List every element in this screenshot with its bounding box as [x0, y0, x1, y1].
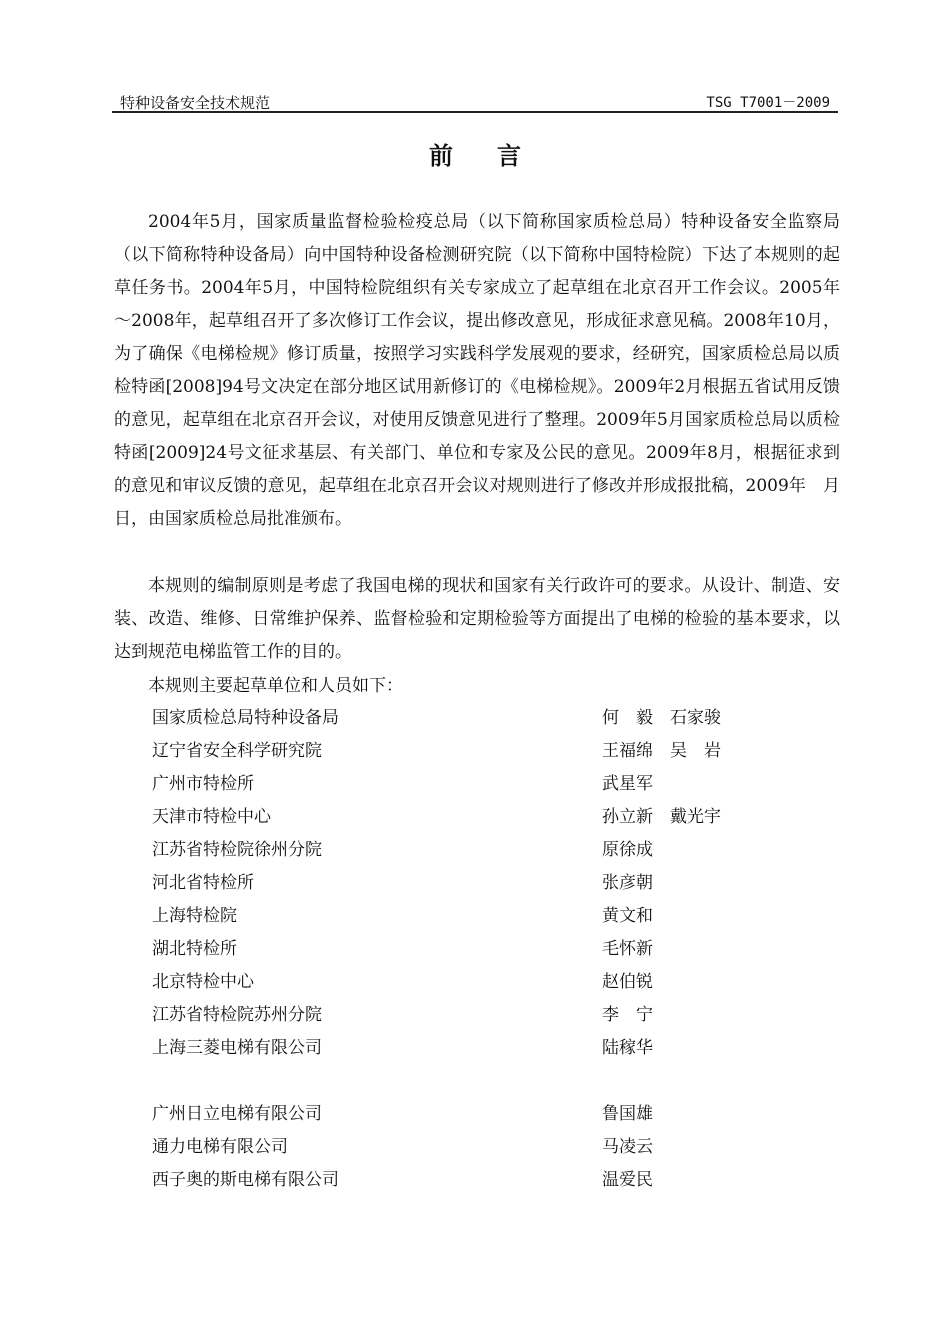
drafter-organization: 北京特检中心	[152, 972, 254, 992]
list-item	[152, 999, 792, 1032]
drafter-organization: 江苏省特检院苏州分院	[152, 1005, 322, 1025]
drafter-organization: 湖北特检所	[152, 939, 237, 959]
list-item	[152, 900, 792, 933]
drafter-organization: 国家质检总局特种设备局	[152, 708, 339, 728]
drafter-names: 孙立新 戴光宇	[602, 807, 721, 827]
drafter-organization: 江苏省特检院徐州分院	[152, 840, 322, 860]
drafter-organization: 辽宁省安全科学研究院	[152, 741, 322, 761]
drafters-list	[152, 702, 792, 1197]
drafter-names: 张彦朝	[602, 873, 653, 893]
drafter-organization: 上海特检院	[152, 906, 237, 926]
drafter-names: 陆稼华	[602, 1038, 653, 1058]
list-spacer	[152, 1065, 792, 1098]
drafter-organization: 广州日立电梯有限公司	[152, 1104, 322, 1124]
list-item	[152, 1164, 792, 1197]
drafter-names: 毛怀新	[602, 939, 653, 959]
drafter-names: 王福绵 吴 岩	[602, 741, 721, 761]
preface-paragraph-history: 2004年5月，国家质量监督检验检疫总局（以下简称国家质检总局）特种设备安全监察局（以下简称特种设备局）向中国特种设备检测研究院（以下简称中国特检院）下达了本规则的起草任务书。2004年5月，中国特检院组织有关专家成立了起草组在北京召开工作会议。2005年～2008年，起草组召开了多次修订工作会议，提出修改意见，形成征求意见稿。2008年10月，为了确保《电梯检规》修订质量，按照学习实践科学发展观的要求，经研究，国家质检总局以质检特函[2008]94号文决定在部分地区试用新修订的《电梯检规》。2009年2月根据五省试用反馈的意见，起草组在北京召开会议，对使用反馈意见进行了整理。2009年5月国家质检总局以质检特函[2009]24号文征求基层、有关部门、单位和专家及公民的意见。2009年8月，根据征求到的意见和审议反馈的意见，起草组在北京召开会议对规则进行了修改并形成报批稿，2009年 月 日，由国家质检总局批准颁布。	[114, 212, 857, 529]
list-item	[152, 1032, 792, 1065]
drafter-names: 何 毅 石家骏	[602, 708, 721, 728]
list-item	[152, 867, 792, 900]
header-standard-code: TSG T7001－2009	[706, 95, 830, 111]
header-spec-category: 特种设备安全技术规范	[120, 94, 271, 112]
drafter-names: 武星军	[602, 774, 653, 794]
list-item	[152, 702, 792, 735]
drafter-organization: 西子奥的斯电梯有限公司	[152, 1170, 339, 1190]
drafter-names: 黄文和	[602, 906, 653, 926]
page-title: 前言	[429, 142, 565, 170]
drafter-names: 原徐成	[602, 840, 653, 860]
drafter-names: 马凌云	[602, 1137, 653, 1157]
drafter-organization: 广州市特检所	[152, 774, 254, 794]
preface-paragraph-drafters-intro: 本规则主要起草单位和人员如下：	[148, 676, 403, 696]
list-item	[152, 966, 792, 999]
header-divider	[112, 111, 838, 113]
running-header	[112, 90, 838, 112]
list-item	[152, 735, 792, 768]
list-item	[152, 768, 792, 801]
drafter-names: 温爱民	[602, 1170, 653, 1190]
drafter-organization: 通力电梯有限公司	[152, 1137, 288, 1157]
preface-paragraph-principles: 本规则的编制原则是考虑了我国电梯的现状和国家有关行政许可的要求。从设计、制造、安装、改造、维修、日常维护保养、监督检验和定期检验等方面提出了电梯的检验的基本要求，以达到规范电梯监管工作的目的。	[114, 576, 840, 662]
list-item	[152, 1098, 792, 1131]
drafter-names: 赵伯锐	[602, 972, 653, 992]
list-item	[152, 1131, 792, 1164]
list-item	[152, 834, 792, 867]
list-item	[152, 933, 792, 966]
drafter-organization: 天津市特检中心	[152, 807, 271, 827]
drafter-names: 李 宁	[602, 1005, 653, 1025]
list-item	[152, 801, 792, 834]
drafter-organization: 上海三菱电梯有限公司	[152, 1038, 322, 1058]
drafter-organization: 河北省特检所	[152, 873, 254, 893]
drafter-names: 鲁国雄	[602, 1104, 653, 1124]
